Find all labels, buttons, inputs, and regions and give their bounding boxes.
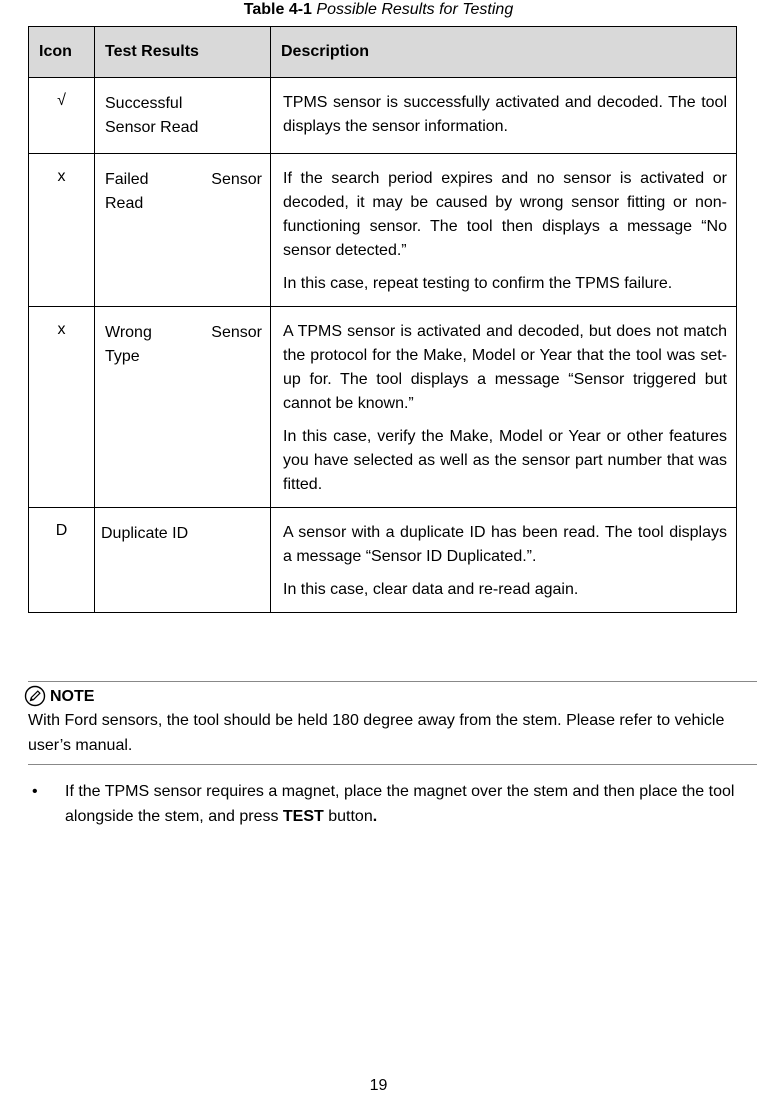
description-paragraph: If the search period expires and no sensor is activated or decoded, it may be caused by wrong sensor fitting or non-functioning sensor. The tool then displays a message “No sensor detected.” (283, 170, 727, 259)
results-table (28, 26, 737, 613)
description-paragraph: In this case, clear data and re-read again. (283, 581, 579, 598)
description-paragraph: A TPMS sensor is activated and decoded, but does not match the protocol for the Make, Model or Year that the tool was set-up for. The tool displays a message “Sensor triggered but cannot be known.” (283, 323, 727, 412)
table-row (29, 508, 737, 613)
row-description (271, 508, 737, 613)
page-number: 19 (369, 1077, 388, 1094)
result-word: Sensor (211, 171, 262, 188)
bullet-text (65, 779, 755, 829)
result-line: Type (105, 348, 140, 365)
result-line-spread (105, 168, 262, 192)
note-title (28, 686, 757, 708)
result-line: Sensor Read (105, 119, 199, 136)
bullet-dot: • (32, 783, 38, 800)
row-description (271, 154, 737, 307)
bullet-text-before: If the TPMS sensor requires a magnet, place the magnet over the stem and then place the tool alongside the stem, and press (65, 783, 735, 825)
note-title-text: NOTE (50, 688, 95, 705)
note-text: With Ford sensors, the tool should be held 180 degree away from the stem. Please refer to vehicle user’s manual. (28, 712, 725, 754)
result-line: Successful (105, 95, 183, 112)
table-row (29, 307, 737, 508)
result-word: Sensor (211, 324, 262, 341)
row-result (95, 78, 271, 154)
note-box (28, 681, 757, 765)
row-icon: x (29, 154, 95, 307)
header-icon: Icon (29, 27, 95, 78)
row-description (271, 307, 737, 508)
table-row (29, 154, 737, 307)
description-paragraph: A sensor with a duplicate ID has been read. The tool displays a message “Sensor ID Duplicated.”. (283, 524, 727, 565)
row-result (95, 154, 271, 307)
row-icon: x (29, 307, 95, 508)
result-word: Wrong (105, 324, 152, 341)
description-paragraph: In this case, repeat testing to confirm the TPMS failure. (283, 275, 673, 292)
row-description (271, 78, 737, 154)
bullet-bold-word: TEST (282, 808, 324, 825)
description-paragraph: In this case, verify the Make, Model or Year or other features you have selected as well as the sensor part number that was fitted. (283, 428, 727, 493)
result-line-spread (105, 321, 262, 345)
table-caption (0, 0, 757, 20)
header-test-results: Test Results (95, 27, 271, 78)
bullet-item (28, 779, 755, 829)
row-result (95, 307, 271, 508)
pencil-icon (24, 685, 46, 707)
bullet-text-after: button (323, 808, 373, 825)
row-icon: √ (29, 78, 95, 154)
result-line: Duplicate ID (101, 525, 189, 542)
table-row (29, 78, 737, 154)
row-result (95, 508, 271, 613)
table-header-row (29, 27, 737, 78)
caption-label: Table 4-1 (243, 1, 312, 18)
result-line: Read (105, 195, 144, 212)
bullet-bold-end: . (372, 808, 378, 825)
result-word: Failed (105, 171, 149, 188)
header-description: Description (271, 27, 737, 78)
description-paragraph: TPMS sensor is successfully activated and decoded. The tool displays the sensor information. (283, 94, 727, 135)
caption-title: Possible Results for Testing (316, 1, 514, 18)
row-icon: D (29, 508, 95, 613)
